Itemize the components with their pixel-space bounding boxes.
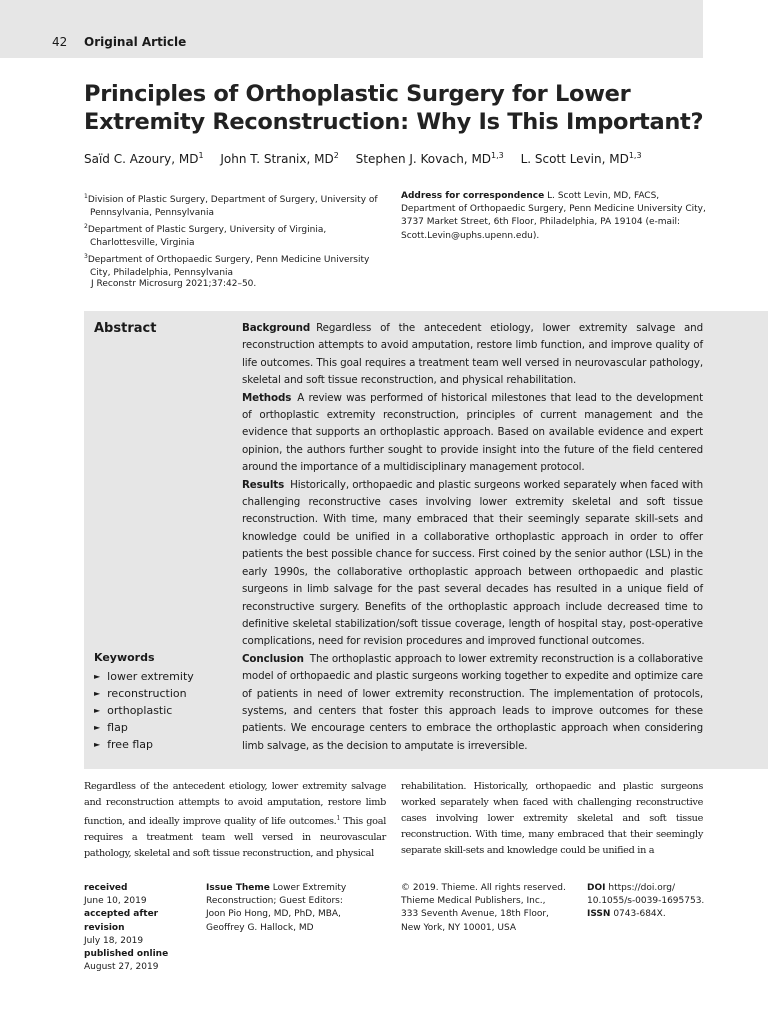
- author: Stephen J. Kovach, MD$^{1,3}$: [355, 151, 504, 166]
- abstract-section-label: Methods: [242, 391, 292, 404]
- affiliations: [84, 190, 384, 280]
- abstract-section-label: Conclusion: [242, 652, 304, 665]
- keyword-item: ► reconstruction: [94, 687, 187, 700]
- correspondence-address: [401, 190, 709, 243]
- author: John T. Stranix, $MD^2$: [220, 151, 339, 166]
- affiliation: $^1$Division of Plastic Surgery, Department of Surgery, University of Pennsylvania, Pennsylvania: [84, 193, 378, 218]
- abstract-body: [242, 320, 703, 755]
- article-dates: [84, 882, 196, 974]
- abstract-section: Results Historically, orthopaedic and plastic surgeons worked separately when faced with challenging reconstructive cases involving lower extremity skeletal and soft tissue reconstruction. With time, many embraced that their seemingly separate skill-sets and knowledge could be unified in a collaborative orthoplastic approach in order to offer patients the best possible chance for success. First coined by the senior author (LSL) in the early 1990s, the collaborative orthoplastic approach between orthopaedic and plastic surgeons in limb salvage for the past several decades has resulted in a unique field of reconstructive surgery. Benefits of the orthoplastic approach include decreased time to definitive skeletal stabilization/soft tissue coverage, length of hospital stay, post-operative complications, need for revision procedures and improved functional outcomes.: [242, 478, 703, 648]
- bullet-arrow-icon: ►: [94, 740, 101, 749]
- keyword-item: ► lower extremity: [94, 670, 194, 683]
- correspondence-text: L. Scott Levin, MD, FACS, Department of Orthopaedic Surgery, Penn Medicine University City, 3737 Market Street, 6th Floor, Philadelphia, PA 19104 (e-mail: Scott.Levin@uphs.upenn.edu).: [401, 191, 706, 241]
- received-date: June 10, 2019: [84, 896, 147, 907]
- received-label: received: [84, 883, 128, 893]
- issue-theme: Issue Theme Lower Extremity Reconstruction; Guest Editors: Joon Pio Hong, MD, PhD, MBA, Geoffrey G. Hallock, MD: [206, 883, 347, 933]
- published-label: published online: [84, 949, 169, 960]
- abstract-section: Conclusion The orthoplastic approach to lower extremity reconstruction is a collaborative model of orthopaedic and plastic surgeons working together to expedite and optimize care of patients in need of lower extremity reconstruction. The implementation of protocols, systems, and centers that foster this approach leads to improve outcomes for these patients. We encourage centers to embrace the orthoplastic approach when considering limb salvage, as the decision to amputate is irreversible.: [242, 652, 703, 752]
- author-list: [84, 151, 655, 166]
- correspondence-label: Address for correspondence: [401, 191, 545, 201]
- accepted-label: accepted after revision: [84, 909, 159, 933]
- article-title: Principles of Orthoplastic Surgery for Lower Extremity Reconstruction: Why Is This Important?: [84, 81, 704, 135]
- bullet-arrow-icon: ►: [94, 706, 101, 715]
- abstract-section: Background Regardless of the antecedent etiology, lower extremity salvage and reconstruction attempts to avoid amputation, restore limb function, and improve quality of life outcomes. This goal requires a treatment team well versed in neurovascular pathology, skeletal and soft tissue reconstruction, and physical rehabilitation.: [242, 322, 703, 387]
- body-column-left: Regardless of the antecedent etiology, lower extremity salvage and reconstruction attempts to avoid amputation, restore limb function, and ideally improve quality of life outcomes.$^1$ This goal requires a treatment team well versed in neurovascular pathology, skeletal and soft tissue reconstruction, and physical: [84, 781, 386, 860]
- abstract-section-label: Background: [242, 322, 311, 334]
- published-date: August 27, 2019: [84, 962, 159, 973]
- keyword-list: [94, 668, 194, 753]
- bullet-arrow-icon: ►: [94, 723, 101, 732]
- reference-marker: 1: [336, 815, 340, 822]
- journal-citation: J Reconstr Microsurg 2021;37:42–50.: [91, 279, 257, 289]
- issue-theme-label: Issue Theme: [206, 883, 270, 893]
- author: Saïd C. Azoury, $MD^1$: [84, 151, 204, 166]
- abstract-heading: Abstract: [94, 321, 157, 336]
- page-header: [0, 0, 703, 58]
- doi-label: DOI: [587, 883, 606, 893]
- page-number: 42: [52, 35, 68, 49]
- abstract-box: [84, 311, 768, 769]
- bullet-arrow-icon: ►: [94, 689, 101, 698]
- abstract-section: Methods A review was performed of historical milestones that lead to the development of orthoplastic extremity reconstruction, principles of current management and the evidence that supports an orthoplastic approach. Based on available evidence and expert opinion, the authors further sought to provide insight into the future of the field centered around the importance of a multidisciplinary management protocol.: [242, 391, 703, 474]
- bullet-arrow-icon: ►: [94, 672, 101, 681]
- issn-value: 0743-684X.: [613, 909, 666, 920]
- doi-value[interactable]: 10.1055/s-0039-1695753.: [587, 896, 705, 907]
- accepted-date: July 18, 2019: [84, 935, 144, 946]
- keyword-item: ► flap: [94, 721, 128, 734]
- section-label: Original Article: [84, 35, 187, 49]
- doi-link[interactable]: https://doi.org/: [608, 883, 675, 893]
- doi-issn-block: [587, 882, 727, 922]
- abstract-section-label: Results: [242, 478, 285, 491]
- keywords-heading: Keywords: [94, 651, 155, 664]
- copyright-block: © 2019. Thieme. All rights reserved. Thieme Medical Publishers, Inc., 333 Seventh Avenue, 18th Floor, New York, NY 10001, USA: [401, 883, 566, 933]
- issn-label: ISSN: [587, 909, 611, 920]
- body-column-right: rehabilitation. Historically, orthopaedic and plastic surgeons worked separately when faced with challenging reconstructive cases involving lower extremity skeletal and soft tissue reconstruction. With time, many embraced that their seemingly separate skill-sets and knowledge could be unified in a: [401, 781, 703, 856]
- affiliation: $^2$Department of Plastic Surgery, University of Virginia, Charlottesville, Virginia: [84, 223, 327, 248]
- author: L. Scott Levin, MD$^{1,3}$: [520, 151, 642, 166]
- keyword-item: ► free flap: [94, 738, 153, 751]
- keyword-item: ► orthoplastic: [94, 704, 173, 717]
- affiliation: $^3$Department of Orthopaedic Surgery, Penn Medicine University City, Philadelphia, Pennsylvania: [84, 253, 370, 278]
